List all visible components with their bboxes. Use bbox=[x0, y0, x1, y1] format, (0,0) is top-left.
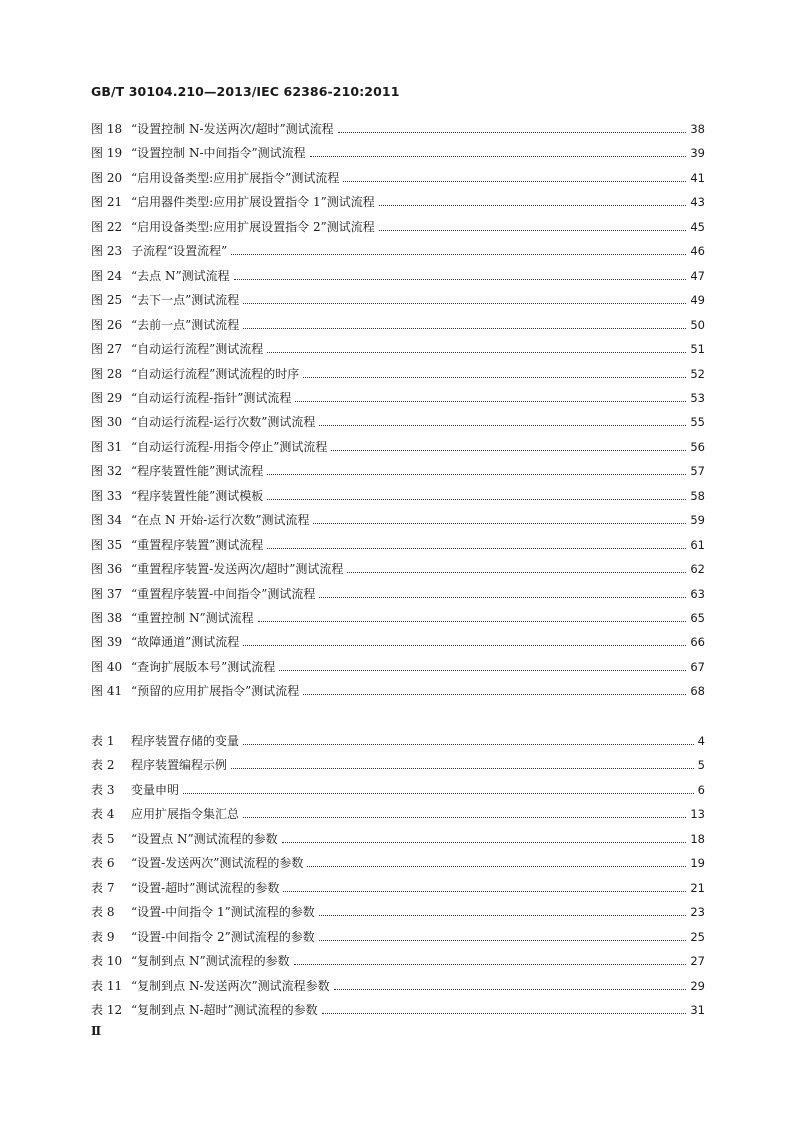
toc-entry-number: 表 5 bbox=[91, 831, 115, 846]
toc-entry-page: 59 bbox=[690, 513, 705, 528]
toc-entry[interactable] bbox=[91, 780, 705, 800]
dot-leader bbox=[243, 743, 694, 745]
toc-entry[interactable] bbox=[91, 902, 705, 922]
toc-entry-page: 62 bbox=[690, 562, 705, 577]
toc-entry[interactable] bbox=[91, 119, 705, 139]
toc-entry[interactable] bbox=[91, 241, 705, 261]
toc-entry-number: 表 10 bbox=[91, 954, 123, 969]
toc-entry-page: 21 bbox=[690, 880, 705, 895]
dot-leader bbox=[243, 302, 686, 304]
toc-entry[interactable] bbox=[91, 290, 705, 310]
dot-leader bbox=[267, 498, 686, 500]
dot-leader bbox=[279, 669, 686, 671]
toc-entry[interactable] bbox=[91, 315, 705, 335]
toc-entry[interactable] bbox=[91, 927, 705, 947]
toc-entry-title: “设置-发送两次”测试流程的参数 bbox=[131, 856, 304, 871]
dot-leader bbox=[319, 914, 687, 916]
toc-entry[interactable] bbox=[91, 878, 705, 898]
toc-entry[interactable] bbox=[91, 217, 705, 237]
toc-entry-page: 63 bbox=[690, 586, 705, 601]
toc-entry-page: 65 bbox=[690, 611, 705, 625]
toc-entry-page: 46 bbox=[690, 244, 705, 259]
toc-entry-page: 5 bbox=[697, 758, 705, 773]
toc-entry-number: 图 35 bbox=[91, 537, 123, 552]
toc-entry[interactable] bbox=[91, 535, 705, 555]
toc-entry-page: 6 bbox=[697, 782, 705, 797]
dot-leader bbox=[303, 693, 686, 695]
toc-entry-number: 图 23 bbox=[91, 244, 123, 259]
toc-entry-number: 图 33 bbox=[91, 488, 123, 503]
dot-leader bbox=[267, 473, 686, 475]
toc-entry-number: 表 9 bbox=[91, 929, 115, 944]
toc-entry-title: “程序装置性能”测试模板 bbox=[131, 488, 264, 503]
toc-entry[interactable] bbox=[91, 804, 705, 824]
toc-entry-page: 18 bbox=[690, 831, 705, 846]
toc-entry-page: 38 bbox=[690, 122, 705, 136]
toc-entry-title: “设置控制 N-中间指令”测试流程 bbox=[131, 146, 306, 161]
toc-entry[interactable] bbox=[91, 339, 705, 359]
toc-entry[interactable] bbox=[91, 681, 705, 701]
toc-entry-title: “设置-超时”测试流程的参数 bbox=[131, 880, 280, 895]
toc-entry-number: 表 3 bbox=[91, 782, 115, 797]
toc-entry-number: 图 39 bbox=[91, 635, 123, 650]
dot-leader bbox=[307, 865, 686, 867]
toc-entry[interactable] bbox=[91, 461, 705, 481]
toc-entry-number: 图 24 bbox=[91, 268, 123, 283]
toc-entry[interactable] bbox=[91, 608, 705, 628]
dot-leader bbox=[231, 253, 686, 255]
dot-leader bbox=[379, 204, 687, 206]
toc-entry-title: “故障通道”测试流程 bbox=[131, 635, 240, 650]
page-number: Ⅱ bbox=[91, 1024, 102, 1038]
toc-entry-title: “复制到点 N-发送两次”测试流程参数 bbox=[131, 978, 330, 993]
toc-entry[interactable] bbox=[91, 388, 705, 408]
toc-entry-page: 66 bbox=[690, 635, 705, 650]
dot-leader bbox=[338, 131, 687, 133]
toc-entry-number: 表 1 bbox=[91, 734, 115, 748]
toc-entry-page: 43 bbox=[690, 195, 705, 210]
dot-leader bbox=[319, 424, 686, 426]
toc-entry-number: 图 18 bbox=[91, 122, 123, 136]
toc-entry[interactable] bbox=[91, 192, 705, 212]
toc-entry[interactable] bbox=[91, 437, 705, 457]
toc-entry-page: 19 bbox=[690, 856, 705, 871]
toc-entry-title: “启用设备类型:应用扩展设置指令 2”测试流程 bbox=[131, 219, 375, 234]
toc-entry-page: 47 bbox=[690, 268, 705, 283]
toc-entry-page: 56 bbox=[690, 439, 705, 454]
toc-entry-number: 图 34 bbox=[91, 513, 123, 528]
toc-entry-title: “重置程序装置-发送两次/超时”测试流程 bbox=[131, 562, 344, 577]
toc-entry-page: 49 bbox=[690, 293, 705, 308]
toc-entry-page: 25 bbox=[690, 929, 705, 944]
dot-leader bbox=[319, 596, 686, 598]
toc-entry-number: 表 2 bbox=[91, 758, 115, 773]
dot-leader bbox=[183, 792, 694, 794]
toc-entry[interactable] bbox=[91, 510, 705, 530]
toc-entry-page: 23 bbox=[690, 905, 705, 920]
toc-entry[interactable] bbox=[91, 143, 705, 163]
toc-entry[interactable] bbox=[91, 731, 705, 751]
toc-entry-title: “复制到点 N”测试流程的参数 bbox=[131, 954, 290, 969]
toc-entry-number: 表 6 bbox=[91, 856, 115, 871]
toc-entry[interactable] bbox=[91, 853, 705, 873]
dot-leader bbox=[282, 841, 687, 843]
toc-entry-title: “自动运行流程”测试流程的时序 bbox=[131, 366, 300, 381]
toc-entry-page: 67 bbox=[690, 659, 705, 674]
dot-leader bbox=[347, 571, 686, 573]
toc-entry[interactable] bbox=[91, 486, 705, 506]
toc-entry[interactable] bbox=[91, 632, 705, 652]
toc-entry[interactable] bbox=[91, 755, 705, 775]
toc-entry-number: 图 25 bbox=[91, 293, 123, 308]
toc-entry-number: 图 41 bbox=[91, 684, 123, 699]
toc-entry-title: “去点 N”测试流程 bbox=[131, 268, 230, 283]
dot-leader bbox=[343, 180, 686, 182]
toc-entry[interactable] bbox=[91, 1000, 705, 1020]
toc-entry-number: 表 12 bbox=[91, 1002, 123, 1017]
toc-entry-number: 表 11 bbox=[91, 978, 123, 993]
toc-entry[interactable] bbox=[91, 412, 705, 432]
toc-entry-title: “去下一点”测试流程 bbox=[131, 293, 240, 308]
toc-entry-number: 图 20 bbox=[91, 170, 123, 185]
toc-entry-number: 图 32 bbox=[91, 464, 123, 479]
toc-entry[interactable] bbox=[91, 364, 705, 384]
toc-entry[interactable] bbox=[91, 657, 705, 677]
toc-entry-page: 58 bbox=[690, 488, 705, 503]
toc-entry-page: 41 bbox=[690, 170, 705, 185]
toc-entry[interactable] bbox=[91, 976, 705, 996]
toc-entry-page: 29 bbox=[690, 978, 705, 993]
toc-entry-number: 图 21 bbox=[91, 195, 123, 210]
toc-entry-title: “程序装置性能”测试流程 bbox=[131, 464, 264, 479]
toc-entry-page: 61 bbox=[690, 537, 705, 552]
dot-leader bbox=[334, 988, 687, 990]
toc-entry-title: “查询扩展版本号”测试流程 bbox=[131, 659, 276, 674]
toc-entry-page: 52 bbox=[690, 366, 705, 381]
toc-entry-title: “去前一点”测试流程 bbox=[131, 317, 240, 332]
toc-entry-title: “自动运行流程-指针”测试流程 bbox=[131, 390, 292, 405]
dot-leader bbox=[379, 229, 687, 231]
toc-entry-page: 39 bbox=[690, 146, 705, 161]
toc-entry-number: 表 4 bbox=[91, 807, 115, 822]
toc-entry-page: 57 bbox=[690, 464, 705, 479]
toc-entry[interactable] bbox=[91, 559, 705, 579]
dot-leader bbox=[310, 155, 687, 157]
toc-entry-number: 表 8 bbox=[91, 905, 115, 920]
toc-entry-title: 程序装置编程示例 bbox=[131, 758, 228, 773]
toc-entry[interactable] bbox=[91, 266, 705, 286]
dot-leader bbox=[243, 644, 686, 646]
dot-leader bbox=[322, 1012, 687, 1014]
dot-leader bbox=[258, 620, 687, 622]
toc-entry-number: 图 31 bbox=[91, 439, 123, 454]
toc-entry-title: “启用设备类型:应用扩展指令”测试流程 bbox=[131, 170, 340, 185]
dot-leader bbox=[331, 449, 686, 451]
toc-entry-page: 27 bbox=[690, 954, 705, 969]
toc-entry-title: “重置程序装置”测试流程 bbox=[131, 537, 264, 552]
dot-leader bbox=[231, 767, 694, 769]
toc-entry-title: “自动运行流程-用指令停止”测试流程 bbox=[131, 439, 328, 454]
toc-entry-page: 31 bbox=[690, 1002, 705, 1017]
toc-entry-title: “复制到点 N-超时”测试流程的参数 bbox=[131, 1002, 318, 1017]
toc-entry-page: 45 bbox=[690, 219, 705, 234]
toc-entry-title: 程序装置存储的变量 bbox=[131, 734, 240, 748]
toc-entry-title: 应用扩展指令集汇总 bbox=[131, 807, 240, 822]
dot-leader bbox=[303, 376, 686, 378]
toc-entry-number: 图 36 bbox=[91, 562, 123, 577]
toc-entry-title: “设置点 N”测试流程的参数 bbox=[131, 831, 278, 846]
toc-entry-title: “自动运行流程”测试流程 bbox=[131, 342, 264, 357]
dot-leader bbox=[234, 278, 687, 280]
toc-entry-page: 53 bbox=[690, 390, 705, 405]
toc-entry-title: “在点 N 开始-运行次数”测试流程 bbox=[131, 513, 310, 528]
toc-entry-number: 图 19 bbox=[91, 146, 123, 161]
dot-leader bbox=[295, 400, 686, 402]
dot-leader bbox=[243, 816, 686, 818]
toc-entry-title: “重置程序装置-中间指令”测试流程 bbox=[131, 586, 316, 601]
toc-entry-title: “设置控制 N-发送两次/超时”测试流程 bbox=[131, 122, 334, 136]
toc-entry-title: “自动运行流程-运行次数”测试流程 bbox=[131, 415, 316, 430]
toc-entry-title: “设置-中间指令 1”测试流程的参数 bbox=[131, 905, 315, 920]
toc-entry-title: “设置-中间指令 2”测试流程的参数 bbox=[131, 929, 315, 944]
toc-entry-title: 子流程“设置流程” bbox=[131, 244, 228, 259]
toc-entry-number: 图 38 bbox=[91, 611, 123, 625]
toc-entry-number: 图 37 bbox=[91, 586, 123, 601]
toc-entry-title: “预留的应用扩展指令”测试流程 bbox=[131, 684, 300, 699]
document-header: GB/T 30104.210—2013/IEC 62386-210:2011 bbox=[91, 84, 400, 99]
toc-entry-number: 图 22 bbox=[91, 219, 123, 234]
toc-entry[interactable] bbox=[91, 584, 705, 604]
toc-entry-page: 55 bbox=[690, 415, 705, 430]
toc-entry-page: 68 bbox=[690, 684, 705, 699]
dot-leader bbox=[319, 939, 687, 941]
toc-entry-page: 4 bbox=[697, 734, 705, 748]
toc-entry-number: 图 29 bbox=[91, 390, 123, 405]
toc-entry-number: 图 30 bbox=[91, 415, 123, 430]
dot-leader bbox=[243, 327, 686, 329]
toc-entry-title: “启用器件类型:应用扩展设置指令 1”测试流程 bbox=[131, 195, 375, 210]
toc-entry-page: 13 bbox=[690, 807, 705, 822]
dot-leader bbox=[267, 351, 686, 353]
toc-entry-number: 图 40 bbox=[91, 659, 123, 674]
toc-entry-title: “重置控制 N”测试流程 bbox=[131, 611, 254, 625]
dot-leader bbox=[267, 547, 686, 549]
toc-entry-page: 50 bbox=[690, 317, 705, 332]
toc-entry-number: 表 7 bbox=[91, 880, 115, 895]
dot-leader bbox=[313, 522, 686, 524]
toc-entry[interactable] bbox=[91, 168, 705, 188]
toc-entry-number: 图 28 bbox=[91, 366, 123, 381]
dot-leader bbox=[294, 963, 687, 965]
toc-entry[interactable] bbox=[91, 829, 705, 849]
toc-entry[interactable] bbox=[91, 951, 705, 971]
toc-entry-number: 图 27 bbox=[91, 342, 123, 357]
toc-entry-page: 51 bbox=[690, 342, 705, 357]
toc-entry-title: 变量申明 bbox=[131, 782, 180, 797]
toc-entry-number: 图 26 bbox=[91, 317, 123, 332]
dot-leader bbox=[283, 890, 686, 892]
